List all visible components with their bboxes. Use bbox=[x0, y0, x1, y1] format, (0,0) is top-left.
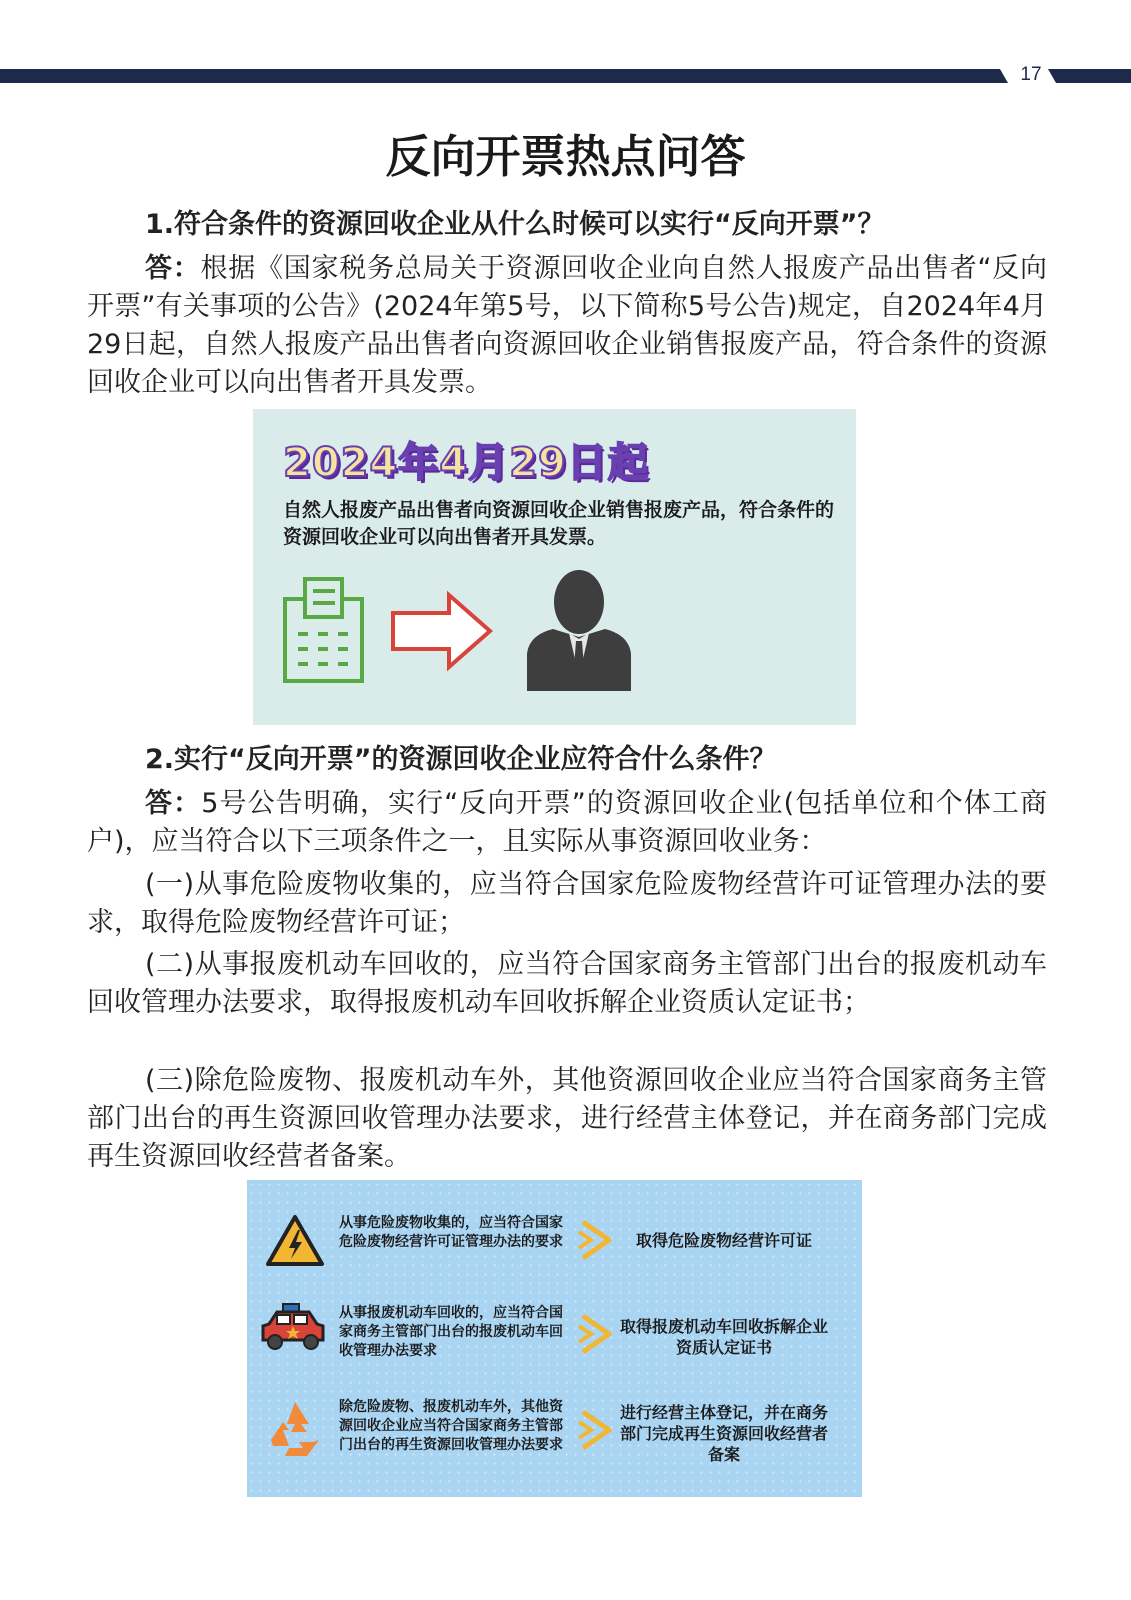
arrow-right-icon bbox=[393, 595, 490, 667]
condition-row bbox=[247, 1210, 862, 1290]
page-title: 反向开票热点问答 bbox=[385, 130, 746, 183]
chevron-right-icon bbox=[577, 1218, 617, 1262]
person-silhouette-icon bbox=[527, 570, 631, 691]
page-number: 17 bbox=[1020, 64, 1042, 85]
figure1-date: 2024年4月29日起 bbox=[283, 440, 649, 486]
condition-3: (三)除危险废物、报废机动车外，其他资源回收企业应当符合国家商务主管部门出台的再生资源回收管理办法要求，进行经营主体登记，并在商务部门完成再生资源回收经营者备案。 bbox=[87, 1065, 1047, 1172]
police-car-icon bbox=[259, 1302, 329, 1354]
answer-label: 答： bbox=[145, 253, 201, 284]
figure1-illustration bbox=[253, 409, 856, 725]
answer-label: 答： bbox=[145, 788, 202, 819]
condition-row-left: 从事报废机动车回收的，应当符合国家商务主管部门出台的报废机动车回收管理办法要求 bbox=[339, 1305, 563, 1359]
answer-1 bbox=[87, 250, 1047, 402]
condition-2: (二)从事报废机动车回收的，应当符合国家商务主管部门出台的报废机动车回收管理办法要求，取得报废机动车回收拆解企业资质认定证书； bbox=[87, 949, 1047, 1018]
chevron-right-icon bbox=[577, 1408, 617, 1452]
condition-1: (一)从事危险废物收集的，应当符合国家危险废物经营许可证管理办法的要求，取得危险废物经营许可证； bbox=[87, 869, 1047, 938]
condition-row-left: 从事危险废物收集的，应当符合国家危险废物经营许可证管理办法的要求 bbox=[339, 1215, 563, 1250]
condition-row-right: 取得报废机动车回收拆解企业资质认定证书 bbox=[619, 1317, 828, 1357]
question-2: 2.实行“反向开票”的资源回收企业应符合什么条件？ bbox=[145, 744, 777, 775]
hazard-warning-icon bbox=[265, 1212, 325, 1272]
condition-row bbox=[247, 1302, 862, 1382]
figure-reverse-invoicing-date bbox=[253, 409, 856, 725]
answer-2-text: 5号公告明确，实行“反向开票”的资源回收企业(包括单位和个体工商户)，应当符合以下三项条件之一，且实际从事资源回收业务： bbox=[87, 788, 1048, 857]
condition-row-left: 除危险废物、报废机动车外，其他资源回收企业应当符合国家商务主管部门出台的再生资源回收管理办法要求 bbox=[339, 1399, 563, 1453]
condition-row bbox=[247, 1398, 862, 1478]
condition-row-right: 取得危险废物经营许可证 bbox=[635, 1231, 812, 1250]
building-icon bbox=[285, 579, 362, 681]
answer-1-text: 根据《国家税务总局关于资源回收企业向自然人报废产品出售者“反向开票”有关事项的公告》(2024年第5号，以下简称5号公告)规定，自2024年4月29日起，自然人报废产品出售者向资源回收企业销售报废产品，符合条件的资源回收企业可以向出售者开具发票。 bbox=[87, 253, 1047, 398]
figure-conditions bbox=[247, 1180, 862, 1497]
recycle-icon bbox=[263, 1398, 327, 1462]
answer-2 bbox=[87, 785, 1047, 861]
chevron-right-icon bbox=[577, 1312, 617, 1356]
question-1: 1.符合条件的资源回收企业从什么时候可以实行“反向开票”？ bbox=[145, 209, 885, 240]
header-bar bbox=[0, 69, 1131, 83]
figure1-text: 自然人报废产品出售者向资源回收企业销售报废产品，符合条件的资源回收企业可以向出售者开具发票。 bbox=[283, 499, 835, 548]
condition-row-right: 进行经营主体登记，并在商务部门完成再生资源回收经营者备案 bbox=[619, 1403, 828, 1464]
